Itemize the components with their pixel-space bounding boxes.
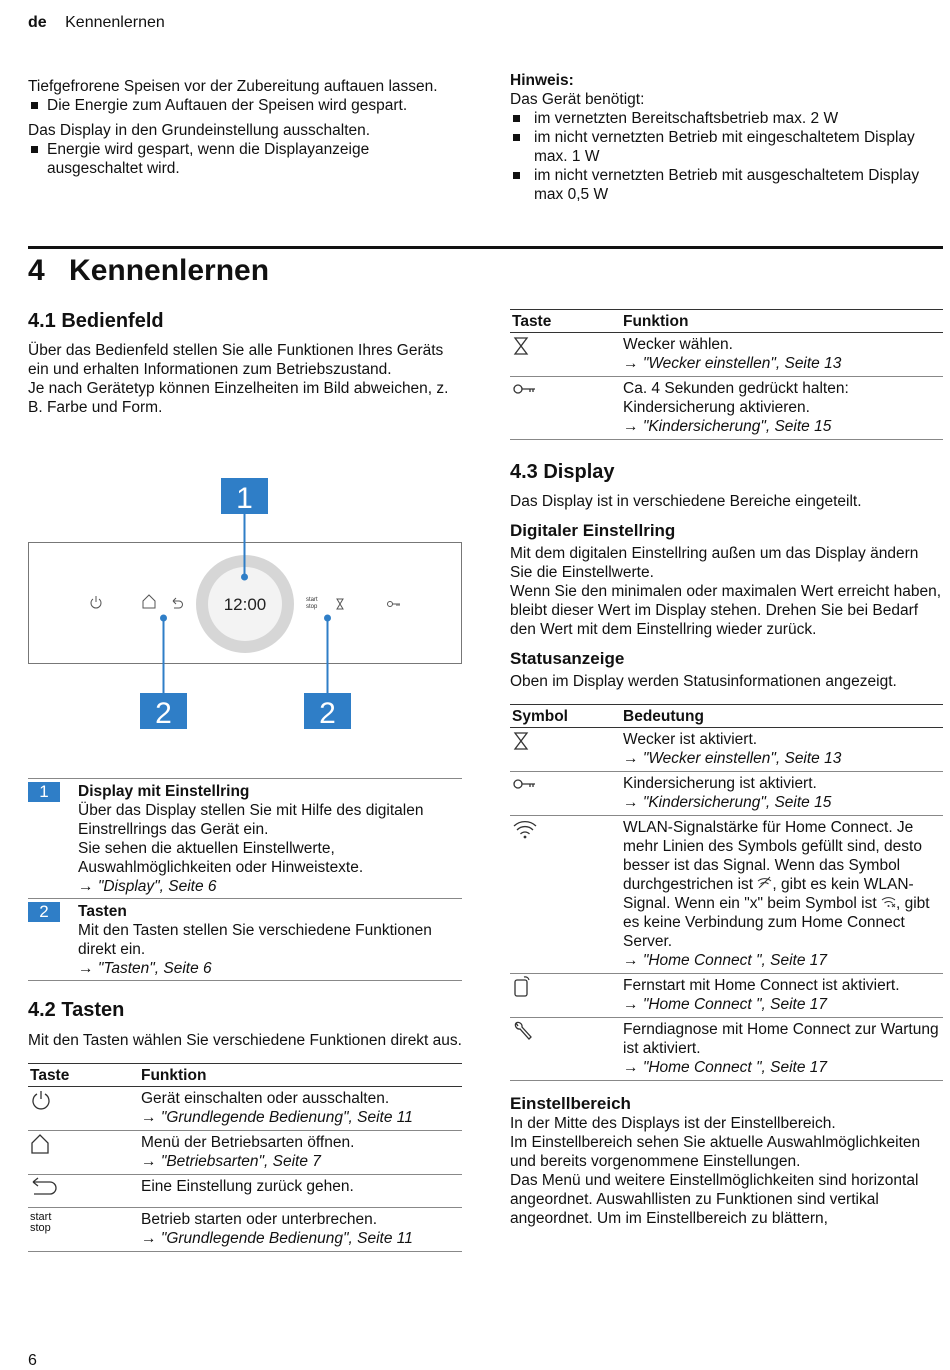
callout-1-label: 1 bbox=[236, 482, 253, 515]
row-text: Betrieb starten oder unterbrechen. bbox=[141, 1211, 378, 1228]
hint-item: im nicht vernetzten Betrieb mit ausgeschaltetem Display max 0,5 W bbox=[510, 166, 942, 204]
home-icon bbox=[30, 1133, 52, 1155]
table-row bbox=[28, 1208, 462, 1252]
table-row bbox=[28, 1087, 462, 1131]
subsection-title: Einstellbereich bbox=[510, 1094, 631, 1113]
row-reference[interactable]: → "Wecker einstellen", Seite 13 bbox=[623, 355, 842, 372]
row-text: Eine Einstellung zurück gehen. bbox=[141, 1178, 354, 1195]
intro-paragraph: Tiefgefrorene Speisen vor der Zubereitung auftauen lassen. bbox=[28, 78, 438, 95]
callout-1-dot bbox=[241, 574, 248, 581]
section-paragraph: In der Mitte des Displays ist der Einstellbereich. bbox=[510, 1115, 836, 1132]
row-reference[interactable]: → "Kindersicherung", Seite 15 bbox=[623, 794, 832, 811]
control-panel-diagram bbox=[28, 478, 462, 733]
remote-start-icon bbox=[512, 976, 532, 998]
legend-number: 1 bbox=[28, 782, 60, 802]
section-paragraph: Wenn Sie den minimalen oder maximalen Wert erreicht haben, bleibt dieser Wert im Display stehen. Drehen Sie bei Bedarf den Wert mit dem Einstellring wieder zurück. bbox=[510, 583, 942, 638]
back-icon bbox=[30, 1177, 58, 1199]
column-header: Taste bbox=[510, 310, 621, 333]
legend-reference[interactable]: → "Display", Seite 6 bbox=[78, 878, 217, 895]
keys-table-continued bbox=[510, 309, 943, 440]
keys-table bbox=[510, 309, 943, 440]
row-text: Wecker ist aktiviert. bbox=[623, 731, 758, 748]
wifi-crossed-icon bbox=[757, 876, 772, 889]
subsection-title: Statusanzeige bbox=[510, 649, 625, 668]
table-row bbox=[510, 772, 943, 816]
start-stop-icon: start stop bbox=[30, 1211, 52, 1234]
section-4-2 bbox=[28, 998, 462, 1252]
intro-bullet: Die Energie zum Auftauen der Speisen wird gespart. bbox=[28, 96, 458, 115]
section-paragraph: Je nach Gerätetyp können Einzelheiten im Bild abweichen, z. B. Farbe und Form. bbox=[28, 380, 449, 416]
section-paragraph: Das Display ist in verschiedene Bereiche eingeteilt. bbox=[510, 493, 862, 510]
callout-2a-dot bbox=[160, 615, 167, 622]
row-reference[interactable]: → "Home Connect ", Seite 17 bbox=[623, 1059, 827, 1076]
row-text: Gerät einschalten oder ausschalten. bbox=[141, 1090, 390, 1107]
row-text: Kindersicherung ist aktiviert. bbox=[623, 775, 817, 792]
language-code: de bbox=[28, 14, 47, 31]
row-reference[interactable]: → "Home Connect ", Seite 17 bbox=[623, 996, 827, 1013]
intro-left bbox=[28, 77, 458, 178]
section-title: 4.2 Tasten bbox=[28, 999, 125, 1021]
row-reference[interactable]: → "Grundlegende Bedienung", Seite 11 bbox=[141, 1230, 413, 1247]
start-label: start bbox=[306, 597, 318, 603]
stop-label: stop bbox=[306, 604, 318, 610]
section-paragraph: Mit dem digitalen Einstellring außen um das Display ändern Sie die Einstellwerte. bbox=[510, 545, 919, 581]
legend-row bbox=[28, 778, 462, 899]
table-row bbox=[28, 1131, 462, 1175]
row-reference[interactable]: → "Kindersicherung", Seite 15 bbox=[623, 418, 832, 435]
key-icon bbox=[512, 379, 538, 401]
section-paragraph: Über das Bedienfeld stellen Sie alle Funktionen Ihres Geräts ein und erhalten Informationen zum Betriebszustand. bbox=[28, 342, 444, 378]
power-icon bbox=[30, 1089, 52, 1111]
wifi-x-icon bbox=[881, 895, 896, 908]
column-header: Symbol bbox=[510, 705, 621, 728]
section-4-1 bbox=[28, 309, 458, 417]
legend-number: 2 bbox=[28, 902, 60, 922]
hint-item: im vernetzten Bereitschaftsbetrieb max. 2 W bbox=[510, 109, 942, 128]
column-header: Taste bbox=[28, 1064, 139, 1087]
row-text: Fernstart mit Home Connect ist aktiviert. bbox=[623, 977, 900, 994]
table-row bbox=[510, 728, 943, 772]
column-header: Funktion bbox=[621, 310, 943, 333]
legend-row bbox=[28, 899, 462, 981]
chapter-heading bbox=[28, 254, 269, 288]
chapter-title: Kennenlernen bbox=[69, 254, 270, 287]
legend-title: Display mit Einstellring bbox=[78, 783, 250, 800]
page-header bbox=[28, 13, 165, 32]
header-section: Kennenlernen bbox=[65, 14, 165, 31]
callout-2b-label: 2 bbox=[319, 697, 336, 730]
table-row bbox=[510, 377, 943, 440]
column-header: Bedeutung bbox=[621, 705, 943, 728]
table-row bbox=[510, 1018, 943, 1081]
status-table bbox=[510, 704, 943, 1081]
subsection-title: Digitaler Einstellring bbox=[510, 521, 676, 540]
chapter-rule bbox=[28, 246, 943, 249]
callout-2b-dot bbox=[324, 615, 331, 622]
section-title: 4.1 Bedienfeld bbox=[28, 310, 164, 332]
hourglass-icon bbox=[512, 335, 530, 357]
hourglass-icon bbox=[512, 730, 530, 752]
row-reference[interactable]: → "Betriebsarten", Seite 7 bbox=[141, 1153, 321, 1170]
intro-paragraph: Das Display in den Grundeinstellung ausschalten. bbox=[28, 122, 371, 139]
row-text: Ferndiagnose mit Home Connect zur Wartung ist aktiviert. bbox=[623, 1021, 939, 1057]
row-text: WLAN-Signalstärke für Home Connect. Je mehr Linien des Symbols gefüllt sind, desto besser ist das Signal. Wenn das Symbol durchgestrichen ist , gibt es kein WLAN-Signal. Wenn ein "x" beim Symbol ist , gibt es keine Verbindung zum Home Connect Server. bbox=[623, 819, 930, 950]
legend-text: Sie sehen die aktuellen Einstellwerte, Auswahlmöglichkeiten oder Hinweistexte. bbox=[78, 840, 364, 876]
hint-lead: Das Gerät benötigt: bbox=[510, 91, 645, 108]
key-icon bbox=[512, 774, 538, 796]
chapter-number: 4 bbox=[28, 254, 45, 287]
section-paragraph: Im Einstellbereich sehen Sie aktuelle Auswahlmöglichkeiten und bereits vorgenommene Einstellungen. bbox=[510, 1134, 921, 1170]
row-reference[interactable]: → "Grundlegende Bedienung", Seite 11 bbox=[141, 1109, 413, 1126]
section-paragraph: Mit den Tasten wählen Sie verschiedene Funktionen direkt aus. bbox=[28, 1032, 462, 1049]
diagram-legend bbox=[28, 778, 462, 981]
row-text: Menü der Betriebsarten öffnen. bbox=[141, 1134, 355, 1151]
keys-table bbox=[28, 1063, 462, 1252]
row-reference[interactable]: → "Home Connect ", Seite 17 bbox=[623, 952, 827, 969]
legend-text: Mit den Tasten stellen Sie verschiedene Funktionen direkt ein. bbox=[78, 922, 432, 958]
hint-title: Hinweis: bbox=[510, 72, 574, 89]
wifi-icon bbox=[512, 818, 538, 840]
column-header: Funktion bbox=[139, 1064, 462, 1087]
legend-reference[interactable]: → "Tasten", Seite 6 bbox=[78, 960, 212, 977]
page-number: 6 bbox=[28, 1352, 37, 1369]
hint-item: im nicht vernetzten Betrieb mit eingeschaltetem Display max. 1 W bbox=[510, 128, 942, 166]
section-title: 4.3 Display bbox=[510, 461, 615, 483]
table-row bbox=[510, 816, 943, 974]
section-paragraph: Oben im Display werden Statusinformationen angezeigt. bbox=[510, 673, 897, 690]
intro-bullet: Energie wird gespart, wenn die Displayanzeige ausgeschaltet wird. bbox=[28, 140, 458, 178]
wrench-icon bbox=[512, 1020, 534, 1042]
row-text: Ca. 4 Sekunden gedrückt halten: Kindersicherung aktivieren. bbox=[623, 380, 849, 416]
row-text: Wecker wählen. bbox=[623, 336, 733, 353]
section-paragraph: Das Menü und weitere Einstellmöglichkeiten sind horizontal angeordnet. Auswahllisten zu Funktionen sind vertikal angeordnet. Um im Einstellbereich zu blättern, bbox=[510, 1172, 919, 1227]
legend-title: Tasten bbox=[78, 903, 127, 920]
table-row bbox=[510, 333, 943, 377]
table-row bbox=[510, 974, 943, 1018]
callout-2a-label: 2 bbox=[155, 697, 172, 730]
table-row bbox=[28, 1175, 462, 1208]
row-reference[interactable]: → "Wecker einstellen", Seite 13 bbox=[623, 750, 842, 767]
legend-text: Über das Display stellen Sie mit Hilfe des digitalen Einstrellrings das Gerät ein. bbox=[78, 802, 424, 838]
display-time: 12:00 bbox=[223, 595, 267, 614]
hint-box bbox=[510, 71, 942, 204]
section-4-3 bbox=[510, 460, 943, 1228]
